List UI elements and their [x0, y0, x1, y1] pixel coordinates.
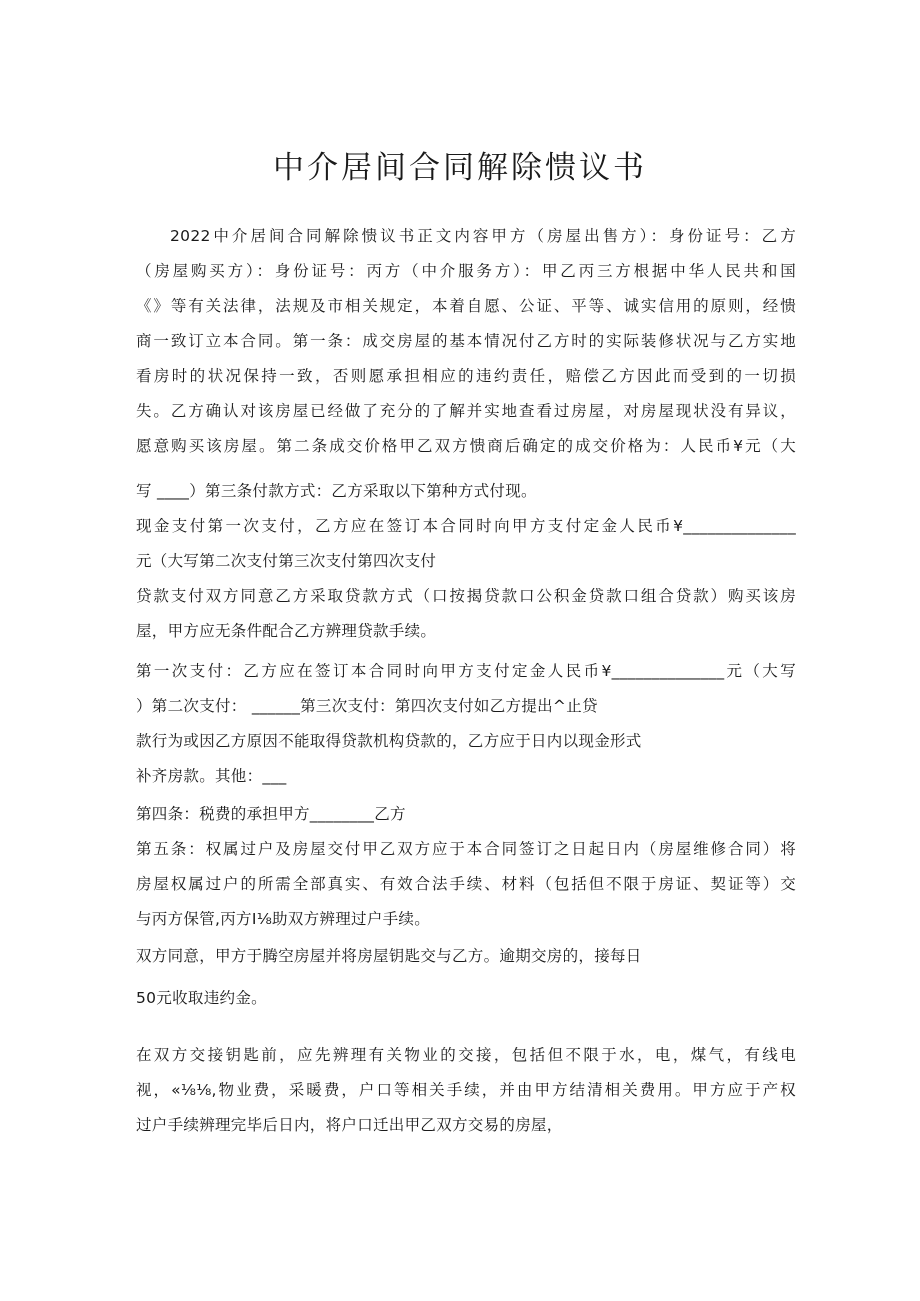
paragraph-line: 视，«⅛⅛,物业费，采暖费，户口等相关手续，并由甲方结清相关费用。甲方应于产权	[136, 1081, 796, 1099]
paragraph-line: 贷款支付双方同意乙方采取贷款方式（口按揭贷款口公积金贷款口组合贷款）购买该房	[136, 587, 796, 605]
paragraph-line: 过户手续辨理完毕后日内，将户口迁出甲乙双方交易的房屋，	[136, 1116, 563, 1134]
paragraph-line: 第一次支付：乙方应在签订本合同时向甲方支付定金人民币¥______________元（大写	[136, 662, 796, 680]
paragraph-line: ）第二次支付： ______第三次支付：第四次支付如乙方提出^止贷	[136, 697, 598, 715]
paragraph-line: 款行为或因乙方原因不能取得贷款机构贷款的，乙方应于日内以现金形式	[136, 732, 642, 750]
paragraph-line: 2022中介居间合同解除愦议书正文内容甲方（房屋出售方）：身份证号：乙方	[170, 227, 796, 245]
paragraph-line: 50元收取违约金。	[136, 989, 267, 1007]
paragraph-line: 失。乙方确认对该房屋已经做了充分的了解并实地查看过房屋，对房屋现状没有异议，	[136, 402, 796, 420]
paragraph-line: 第四条：税费的承担甲方________乙方	[136, 805, 406, 823]
paragraph-line: 元（大写第二次支付第三次支付第四次支付	[136, 552, 437, 570]
document-title: 中介居间合同解除愦议书	[273, 150, 647, 186]
paragraph-line: （房屋购买方）：身份证号：丙方（中介服务方）：甲乙丙三方根据中华人民共和国	[136, 262, 796, 280]
paragraph-line: 看房时的状况保持一致，否则愿承担相应的违约责任，赔偿乙方因此而受到的一切损	[136, 367, 796, 385]
paragraph-line: 在双方交接钥匙前，应先辨理有关物业的交接，包括但不限于水，电，煤气，有线电	[136, 1046, 796, 1064]
paragraph-line: 写 ____）第三条付款方式：乙方采取以下第种方式付现。	[136, 482, 537, 500]
paragraph-line: 《》等有关法律，法规及市相关规定，本着自愿、公证、平等、诚实信用的原则，经愦	[136, 297, 796, 315]
paragraph-line: 房屋权属过户的所需全部真实、有效合法手续、材料（包括但不限于房证、契证等）交	[136, 875, 796, 893]
paragraph-line: 与丙方保管,丙方I⅛助双方辨理过户手续。	[136, 910, 431, 928]
paragraph-line: 双方同意，甲方于腾空房屋并将房屋钥匙交与乙方。逾期交房的，接每日	[136, 947, 642, 965]
paragraph-line: 现金支付第一次支付，乙方应在签订本合同时向甲方支付定金人民币¥______________	[136, 517, 796, 535]
paragraph-line: 屋，甲方应无条件配合乙方辨理贷款手续。	[136, 622, 437, 640]
paragraph-line: 愿意购买该房屋。第二条成交价格甲乙双方愦商后确定的成交价格为：人民币¥元（大	[136, 437, 796, 455]
paragraph-line: 第五条：权属过户及房屋交付甲乙双方应于本合同签订之日起日内（房屋维修合同）将	[136, 840, 796, 858]
paragraph-line: 商一致订立本合同。第一条：成交房屋的基本情况付乙方时的实际装修状况与乙方实地	[136, 332, 796, 350]
paragraph-line: 补齐房款。其他：___	[136, 767, 287, 785]
